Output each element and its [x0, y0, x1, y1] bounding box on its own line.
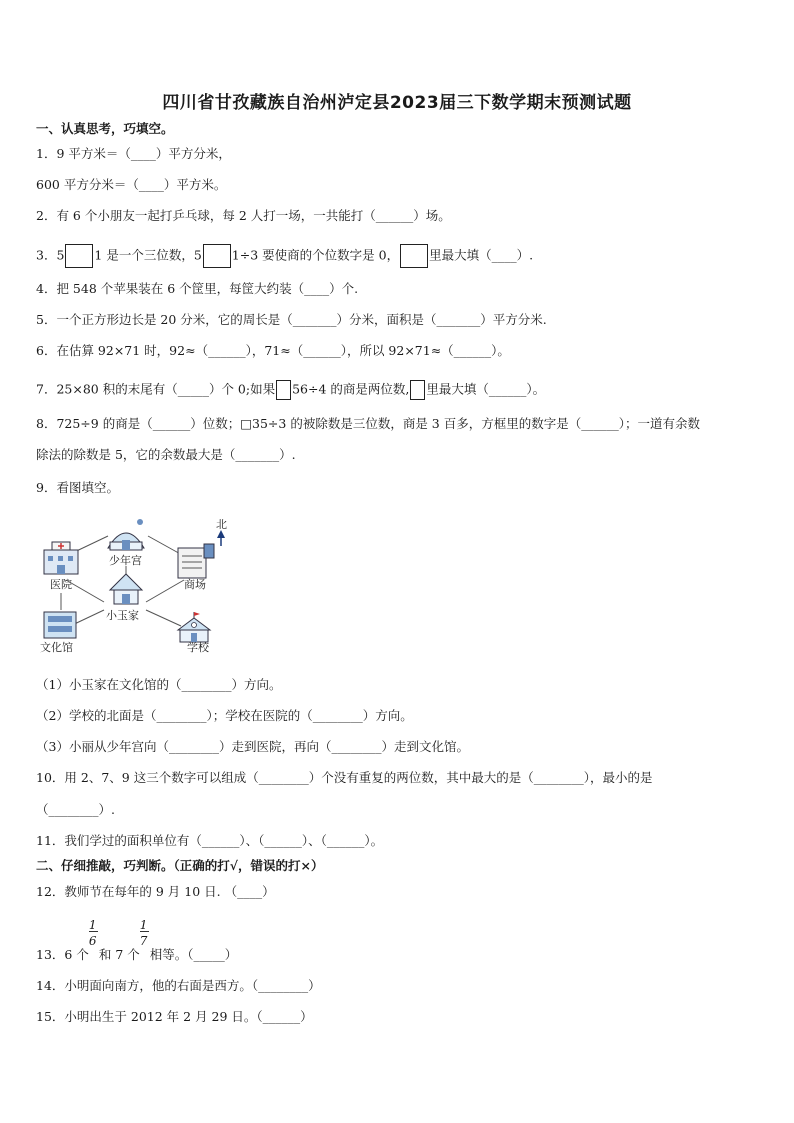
q3-blank-box-3: [400, 244, 428, 268]
frac2-numerator: 1: [139, 918, 148, 932]
section-2-heading: 二、仔细推敲，巧判断。（正确的打√，错误的打×）: [36, 858, 324, 873]
question-13: [36, 918, 238, 963]
fraction-one-sixth: [88, 918, 99, 959]
youth-palace-label: 少年宫: [109, 554, 142, 567]
frac1-denominator: 6: [88, 934, 97, 948]
hospital-icon: [44, 542, 78, 574]
library-icon: [44, 612, 76, 638]
page-title: 四川省甘孜藏族自治州泸定县2023届三下数学期末预测试题: [162, 93, 632, 113]
section-1-heading: 一、认真思考，巧填空。: [36, 121, 174, 136]
school-icon: [178, 612, 210, 642]
q3-blank-box-2: [203, 244, 231, 268]
direction-map-diagram: [36, 518, 236, 658]
q7-blank-box-2: [410, 380, 425, 400]
mall-icon: [178, 544, 214, 578]
q3-part1: 3．5: [36, 247, 65, 263]
question-10b: （________）.: [36, 802, 115, 817]
north-arrow-icon: [217, 530, 225, 546]
question-9-3: （3）小丽从少年宫向（________）走到医院，再向（________）走到文化馆。: [36, 739, 469, 754]
frac1-numerator: 1: [88, 918, 97, 932]
question-1a: 1．9 平方米＝（____）平方分米，: [36, 146, 231, 161]
q13-part2: 和 7 个: [98, 947, 140, 962]
q7-part3: 里最大填（______）。: [426, 381, 546, 397]
mall-label: 商场: [184, 578, 206, 591]
question-12: 12．教师节在每年的 9 月 10 日. （____）: [36, 884, 275, 899]
question-8a: 8．725÷9 的商是（______）位数；□35÷3 的被除数是三位数，商是 3 百多，方框里的数字是（______）；一道有余数: [36, 416, 700, 431]
q3-part4: 里最大填（____）.: [429, 247, 534, 263]
question-14: 14．小明面向南方，他的右面是西方。（________）: [36, 978, 321, 993]
question-9-2: （2）学校的北面是（________）；学校在医院的（________）方向。: [36, 708, 413, 723]
q3-blank-box-1: [65, 244, 93, 268]
home-icon: [110, 574, 142, 604]
question-9-1: （1）小玉家在文化馆的（________）方向。: [36, 677, 282, 692]
north-label: 北: [216, 518, 227, 531]
q7-part2: 56÷4 的商是两位数,: [292, 381, 410, 397]
question-5: 5．一个正方形边长是 20 分米，它的周长是（_______）分米，面积是（_______）平方分米.: [36, 312, 547, 327]
q7-blank-box-1: [276, 380, 291, 400]
hospital-label: 医院: [50, 578, 72, 591]
question-8b: 除法的除数是 5，它的余数最大是（_______）.: [36, 447, 296, 462]
question-6: 6．在估算 92×71 时，92≈（______），71≈（______），所以 92×71≈（______）。: [36, 343, 510, 358]
question-15: 15．小明出生于 2012 年 2 月 29 日。（______）: [36, 1009, 313, 1024]
question-1b: 600 平方分米＝（____）平方米。: [36, 177, 227, 192]
home-label: 小玉家: [106, 609, 139, 622]
question-3: [36, 244, 533, 268]
frac2-denominator: 7: [139, 934, 148, 948]
youth-palace-icon: [108, 519, 144, 550]
question-7: [36, 380, 545, 400]
fraction-one-seventh: [139, 918, 150, 959]
q13-part3: 相等。（_____）: [149, 947, 238, 962]
q7-part1: 7．25×80 积的末尾有（_____）个 0;如果: [36, 381, 276, 397]
school-label: 学校: [187, 641, 209, 654]
question-10a: 10．用 2、7、9 这三个数字可以组成（________）个没有重复的两位数，其中最大的是（________），最小的是: [36, 770, 653, 785]
q3-part2: 1 是一个三位数，5: [94, 247, 202, 263]
q3-part3: 1÷3 要使商的个位数字是 0，: [231, 247, 400, 263]
question-4: 4．把 548 个苹果装在 6 个筐里，每筐大约装（____）个.: [36, 281, 359, 296]
library-label: 文化馆: [40, 641, 73, 654]
q13-part1: 13．6 个: [36, 947, 89, 962]
question-2: 2．有 6 个小朋友一起打乒乓球，每 2 人打一场，一共能打（______）场。: [36, 208, 451, 223]
question-9: 9．看图填空。: [36, 480, 119, 495]
question-11: 11．我们学过的面积单位有（______）、（______）、（______）。: [36, 833, 384, 848]
